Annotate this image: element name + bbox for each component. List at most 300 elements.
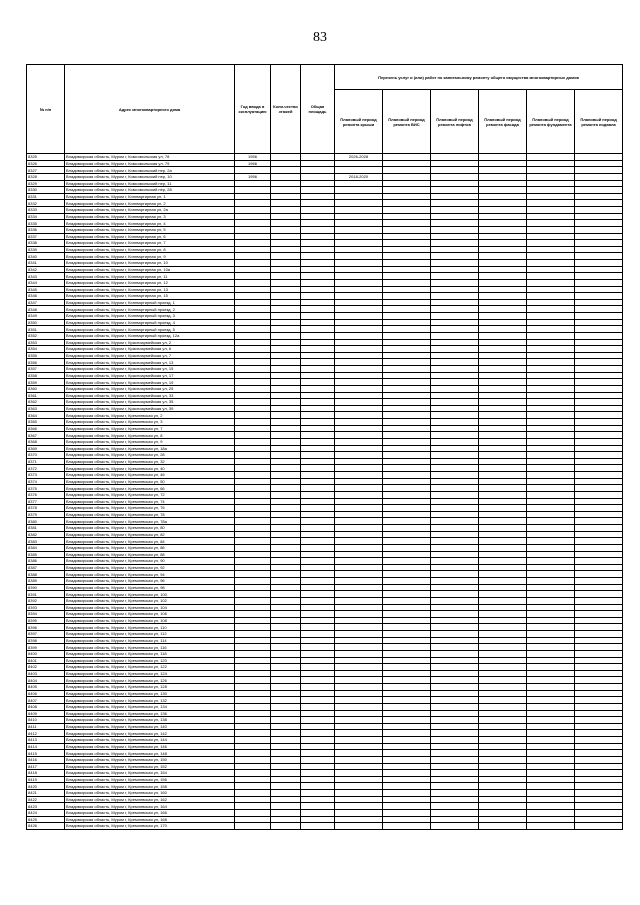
- table-row: [27, 684, 623, 691]
- cell-address: Владимирская область, Муром г, Кремлевская ул, 122: [65, 664, 235, 671]
- cell-number: 8369: [27, 445, 65, 452]
- cell-period-roof: [335, 399, 383, 406]
- cell-period-vis: [383, 730, 431, 737]
- cell-period-facade: [479, 438, 527, 445]
- cell-period-roof: [335, 226, 383, 233]
- cell-year: [235, 286, 271, 293]
- cell-period-basement: [575, 279, 623, 286]
- cell-number: 8358: [27, 372, 65, 379]
- cell-period-lifts: [431, 505, 479, 512]
- cell-number: 8335: [27, 220, 65, 227]
- cell-period-vis: [383, 326, 431, 333]
- table-row: [27, 551, 623, 558]
- cell-period-facade: [479, 379, 527, 386]
- cell-year: [235, 472, 271, 479]
- cell-address: Владимирская область, Муром г, Кремлевская ул, 50: [65, 478, 235, 485]
- cell-number: 8421: [27, 790, 65, 797]
- cell-period-foundation: [527, 637, 575, 644]
- cell-year: [235, 763, 271, 770]
- cell-period-facade: [479, 293, 527, 300]
- cell-number: 8419: [27, 776, 65, 783]
- cell-year: [235, 233, 271, 240]
- cell-period-foundation: [527, 558, 575, 565]
- table-row: [27, 790, 623, 797]
- cell-floors: [271, 491, 301, 498]
- cell-address: Владимирская область, Муром г, Комсомольский пер, 2а: [65, 167, 235, 174]
- cell-year: [235, 485, 271, 492]
- cell-period-vis: [383, 366, 431, 373]
- cell-address: Владимирская область, Муром г, Конгвартирная ул, 2: [65, 200, 235, 207]
- cell-address: Владимирская область, Муром г, Конгвартирный проезд, 5: [65, 326, 235, 333]
- cell-period-facade: [479, 491, 527, 498]
- cell-year: [235, 299, 271, 306]
- cell-floors: [271, 823, 301, 830]
- cell-period-vis: [383, 690, 431, 697]
- cell-address: Владимирская область, Муром г, Комсомольский пер, 11: [65, 180, 235, 187]
- cell-period-foundation: [527, 803, 575, 810]
- cell-period-roof: [335, 246, 383, 253]
- cell-address: Владимирская область, Муром г, Комсомольский пер, 10: [65, 173, 235, 180]
- cell-period-lifts: [431, 571, 479, 578]
- cell-number: 8345: [27, 286, 65, 293]
- cell-period-facade: [479, 697, 527, 704]
- cell-period-foundation: [527, 783, 575, 790]
- table-row: [27, 299, 623, 306]
- cell-period-vis: [383, 684, 431, 691]
- cell-period-basement: [575, 472, 623, 479]
- cell-year: [235, 604, 271, 611]
- cell-period-basement: [575, 597, 623, 604]
- cell-period-roof: [335, 690, 383, 697]
- cell-period-foundation: [527, 399, 575, 406]
- cell-period-roof: [335, 452, 383, 459]
- cell-period-roof: [335, 372, 383, 379]
- cell-period-roof: [335, 670, 383, 677]
- cell-period-lifts: [431, 207, 479, 214]
- cell-period-facade: [479, 717, 527, 724]
- cell-year: 1956: [235, 173, 271, 180]
- cell-number: 8347: [27, 299, 65, 306]
- cell-area: [301, 578, 335, 585]
- cell-address: Владимирская область, Муром г, Красноармейская ул, 25: [65, 385, 235, 392]
- cell-period-roof: [335, 531, 383, 538]
- table-row: [27, 730, 623, 737]
- cell-period-vis: [383, 717, 431, 724]
- table-row: [27, 564, 623, 571]
- cell-period-lifts: [431, 233, 479, 240]
- cell-period-basement: [575, 339, 623, 346]
- cell-period-vis: [383, 750, 431, 757]
- cell-year: [235, 260, 271, 267]
- cell-period-lifts: [431, 154, 479, 161]
- cell-period-facade: [479, 187, 527, 194]
- cell-year: [235, 690, 271, 697]
- cell-address: Владимирская область, Муром г, Конгвартирная ул, 10а: [65, 266, 235, 273]
- cell-period-foundation: [527, 313, 575, 320]
- cell-period-facade: [479, 299, 527, 306]
- cell-number: 8368: [27, 438, 65, 445]
- cell-period-basement: [575, 458, 623, 465]
- cell-period-facade: [479, 611, 527, 618]
- cell-area: [301, 180, 335, 187]
- cell-period-foundation: [527, 266, 575, 273]
- cell-area: [301, 432, 335, 439]
- cell-period-lifts: [431, 617, 479, 624]
- table-row: [27, 816, 623, 823]
- cell-period-roof: [335, 472, 383, 479]
- cell-floors: [271, 160, 301, 167]
- cell-floors: [271, 352, 301, 359]
- cell-period-vis: [383, 220, 431, 227]
- table-row: [27, 538, 623, 545]
- cell-period-foundation: [527, 511, 575, 518]
- cell-period-vis: [383, 578, 431, 585]
- table-header: [27, 65, 623, 154]
- cell-period-roof: [335, 558, 383, 565]
- cell-address: Владимирская область, Муром г, Кремлевская ул, 156: [65, 776, 235, 783]
- cell-area: [301, 690, 335, 697]
- cell-area: [301, 617, 335, 624]
- cell-period-foundation: [527, 617, 575, 624]
- cell-address: Владимирская область, Муром г, Кремлевская ул, 84: [65, 538, 235, 545]
- header-address: Адрес многоквартирного дома: [65, 65, 235, 154]
- cell-period-lifts: [431, 452, 479, 459]
- cell-address: Владимирская область, Муром г, Конгвартирная ул, 3: [65, 213, 235, 220]
- cell-period-facade: [479, 432, 527, 439]
- cell-floors: [271, 412, 301, 419]
- cell-period-roof: [335, 538, 383, 545]
- cell-period-lifts: [431, 650, 479, 657]
- cell-floors: [271, 366, 301, 373]
- cell-period-lifts: [431, 743, 479, 750]
- cell-period-facade: [479, 279, 527, 286]
- cell-period-lifts: [431, 465, 479, 472]
- cell-area: [301, 160, 335, 167]
- cell-period-facade: [479, 220, 527, 227]
- cell-floors: [271, 743, 301, 750]
- cell-area: [301, 803, 335, 810]
- cell-address: Владимирская область, Муром г, Конгвартирная ул, 5: [65, 226, 235, 233]
- cell-year: [235, 167, 271, 174]
- table-row: [27, 491, 623, 498]
- cell-year: [235, 445, 271, 452]
- cell-period-foundation: [527, 332, 575, 339]
- cell-period-roof: [335, 551, 383, 558]
- cell-period-facade: [479, 597, 527, 604]
- cell-area: [301, 710, 335, 717]
- cell-period-vis: [383, 809, 431, 816]
- cell-period-foundation: [527, 796, 575, 803]
- cell-period-vis: [383, 644, 431, 651]
- cell-period-lifts: [431, 737, 479, 744]
- cell-year: [235, 419, 271, 426]
- table-row: [27, 743, 623, 750]
- cell-year: [235, 346, 271, 353]
- cell-area: [301, 809, 335, 816]
- cell-address: Владимирская область, Муром г, Конгвартирная ул, 8: [65, 246, 235, 253]
- cell-period-roof: [335, 776, 383, 783]
- cell-floors: [271, 597, 301, 604]
- cell-number: 8373: [27, 472, 65, 479]
- cell-area: [301, 326, 335, 333]
- cell-address: Владимирская область, Муром г, Кремлевская ул, 116: [65, 644, 235, 651]
- cell-period-basement: [575, 498, 623, 505]
- cell-area: [301, 445, 335, 452]
- table-row: [27, 803, 623, 810]
- table-row: [27, 717, 623, 724]
- cell-year: [235, 756, 271, 763]
- cell-year: [235, 352, 271, 359]
- cell-period-basement: [575, 816, 623, 823]
- cell-period-basement: [575, 617, 623, 624]
- cell-period-lifts: [431, 511, 479, 518]
- cell-year: [235, 372, 271, 379]
- cell-floors: [271, 763, 301, 770]
- cell-area: [301, 399, 335, 406]
- cell-number: 8397: [27, 631, 65, 638]
- cell-number: 8375: [27, 485, 65, 492]
- cell-floors: [271, 730, 301, 737]
- cell-floors: [271, 697, 301, 704]
- cell-floors: [271, 405, 301, 412]
- cell-period-vis: [383, 260, 431, 267]
- cell-period-lifts: [431, 399, 479, 406]
- table-row: [27, 452, 623, 459]
- cell-period-basement: [575, 790, 623, 797]
- cell-period-foundation: [527, 233, 575, 240]
- cell-floors: [271, 564, 301, 571]
- cell-period-roof: 2018-2020: [335, 173, 383, 180]
- cell-area: [301, 776, 335, 783]
- cell-floors: [271, 279, 301, 286]
- cell-period-basement: [575, 253, 623, 260]
- cell-number: 8394: [27, 611, 65, 618]
- cell-year: [235, 279, 271, 286]
- cell-address: Владимирская область, Муром г, Кремлевская ул, 100: [65, 591, 235, 598]
- cell-number: 8391: [27, 591, 65, 598]
- cell-period-facade: [479, 366, 527, 373]
- cell-year: [235, 525, 271, 532]
- cell-period-foundation: [527, 770, 575, 777]
- cell-period-facade: [479, 551, 527, 558]
- cell-address: Владимирская область, Муром г, Конгвартирная ул, 12: [65, 279, 235, 286]
- table-row: [27, 187, 623, 194]
- cell-area: [301, 346, 335, 353]
- cell-address: Владимирская область, Муром г, Кремлевская ул, 92: [65, 564, 235, 571]
- cell-floors: [271, 617, 301, 624]
- cell-period-foundation: [527, 670, 575, 677]
- cell-area: [301, 644, 335, 651]
- cell-period-facade: [479, 498, 527, 505]
- cell-period-lifts: [431, 783, 479, 790]
- cell-number: 8424: [27, 809, 65, 816]
- cell-period-basement: [575, 193, 623, 200]
- cell-period-basement: [575, 604, 623, 611]
- table-row: [27, 412, 623, 419]
- cell-floors: [271, 286, 301, 293]
- table-row: [27, 372, 623, 379]
- cell-number: 8362: [27, 399, 65, 406]
- cell-period-vis: [383, 372, 431, 379]
- header-period-roof: Плановый период ремонта крыши: [335, 90, 383, 154]
- cell-period-basement: [575, 352, 623, 359]
- table-row: [27, 332, 623, 339]
- cell-period-basement: [575, 584, 623, 591]
- cell-period-foundation: [527, 326, 575, 333]
- cell-period-lifts: [431, 306, 479, 313]
- cell-area: [301, 816, 335, 823]
- table-row: [27, 425, 623, 432]
- cell-year: [235, 425, 271, 432]
- cell-floors: [271, 717, 301, 724]
- cell-period-roof: [335, 809, 383, 816]
- cell-period-basement: [575, 399, 623, 406]
- cell-period-basement: [575, 664, 623, 671]
- cell-area: [301, 226, 335, 233]
- cell-period-vis: [383, 664, 431, 671]
- cell-floors: [271, 750, 301, 757]
- cell-period-basement: [575, 710, 623, 717]
- cell-period-facade: [479, 657, 527, 664]
- cell-period-foundation: [527, 505, 575, 512]
- cell-period-foundation: [527, 352, 575, 359]
- cell-period-roof: [335, 717, 383, 724]
- cell-period-roof: [335, 591, 383, 598]
- cell-period-foundation: [527, 167, 575, 174]
- cell-period-vis: [383, 631, 431, 638]
- cell-period-vis: [383, 491, 431, 498]
- cell-area: [301, 306, 335, 313]
- cell-year: [235, 796, 271, 803]
- cell-period-foundation: [527, 187, 575, 194]
- cell-period-lifts: [431, 525, 479, 532]
- table-row: [27, 770, 623, 777]
- cell-period-lifts: [431, 392, 479, 399]
- cell-period-foundation: [527, 207, 575, 214]
- cell-period-basement: [575, 525, 623, 532]
- table-row: [27, 737, 623, 744]
- cell-year: [235, 644, 271, 651]
- table-row: [27, 498, 623, 505]
- cell-period-vis: [383, 558, 431, 565]
- cell-number: 8409: [27, 710, 65, 717]
- cell-year: [235, 684, 271, 691]
- table-row: [27, 392, 623, 399]
- cell-period-vis: [383, 783, 431, 790]
- header-floors: Коли-чество этажей: [271, 65, 301, 154]
- cell-address: Владимирская область, Муром г, Кремлевская ул, 146: [65, 743, 235, 750]
- cell-address: Владимирская область, Муром г, Кремлевская ул, 114: [65, 637, 235, 644]
- cell-period-roof: [335, 763, 383, 770]
- cell-number: 8361: [27, 392, 65, 399]
- cell-area: [301, 703, 335, 710]
- cell-floors: [271, 558, 301, 565]
- cell-period-lifts: [431, 498, 479, 505]
- table-row: [27, 644, 623, 651]
- cell-area: [301, 796, 335, 803]
- cell-period-basement: [575, 220, 623, 227]
- cell-period-facade: [479, 750, 527, 757]
- cell-floors: [271, 604, 301, 611]
- cell-period-roof: [335, 180, 383, 187]
- cell-period-vis: [383, 697, 431, 704]
- cell-period-vis: [383, 604, 431, 611]
- cell-period-roof: [335, 306, 383, 313]
- table-row: [27, 710, 623, 717]
- cell-period-vis: [383, 703, 431, 710]
- cell-year: [235, 266, 271, 273]
- cell-area: [301, 193, 335, 200]
- cell-period-basement: [575, 544, 623, 551]
- cell-floors: [271, 756, 301, 763]
- cell-year: [235, 432, 271, 439]
- cell-period-foundation: [527, 790, 575, 797]
- cell-floors: [271, 657, 301, 664]
- cell-period-facade: [479, 385, 527, 392]
- cell-address: Владимирская область, Муром г, Конгвартирный проезд, 1: [65, 299, 235, 306]
- cell-floors: [271, 425, 301, 432]
- cell-area: [301, 339, 335, 346]
- cell-year: [235, 226, 271, 233]
- cell-address: Владимирская область, Муром г, Кремлевская ул, 104: [65, 604, 235, 611]
- cell-period-roof: [335, 392, 383, 399]
- cell-period-vis: [383, 478, 431, 485]
- cell-period-foundation: [527, 478, 575, 485]
- cell-address: Владимирская область, Муром г, Кремлевская ул, 158: [65, 783, 235, 790]
- table-row: [27, 544, 623, 551]
- cell-period-foundation: [527, 538, 575, 545]
- table-row: [27, 617, 623, 624]
- cell-period-foundation: [527, 823, 575, 830]
- cell-period-facade: [479, 405, 527, 412]
- cell-period-roof: [335, 193, 383, 200]
- header-area: Общая площадь: [301, 65, 335, 154]
- cell-period-lifts: [431, 544, 479, 551]
- cell-period-facade: [479, 690, 527, 697]
- cell-period-facade: [479, 703, 527, 710]
- cell-area: [301, 637, 335, 644]
- cell-floors: [271, 233, 301, 240]
- cell-period-vis: [383, 670, 431, 677]
- cell-period-roof: [335, 200, 383, 207]
- table-row: [27, 313, 623, 320]
- cell-number: 8336: [27, 226, 65, 233]
- cell-area: [301, 730, 335, 737]
- cell-year: [235, 624, 271, 631]
- cell-period-roof: [335, 412, 383, 419]
- cell-period-lifts: [431, 796, 479, 803]
- cell-period-basement: [575, 743, 623, 750]
- cell-address: Владимирская область, Муром г, Кремлевская ул, 106: [65, 611, 235, 618]
- table-row: [27, 677, 623, 684]
- cell-period-roof: [335, 723, 383, 730]
- cell-period-lifts: [431, 366, 479, 373]
- cell-period-vis: [383, 273, 431, 280]
- cell-period-vis: [383, 339, 431, 346]
- cell-area: [301, 167, 335, 174]
- cell-year: [235, 220, 271, 227]
- cell-floors: [271, 167, 301, 174]
- cell-period-basement: [575, 644, 623, 651]
- cell-period-basement: [575, 266, 623, 273]
- cell-period-basement: [575, 697, 623, 704]
- cell-period-vis: [383, 187, 431, 194]
- cell-year: [235, 306, 271, 313]
- cell-area: [301, 392, 335, 399]
- cell-period-facade: [479, 544, 527, 551]
- cell-floors: [271, 438, 301, 445]
- cell-period-basement: [575, 160, 623, 167]
